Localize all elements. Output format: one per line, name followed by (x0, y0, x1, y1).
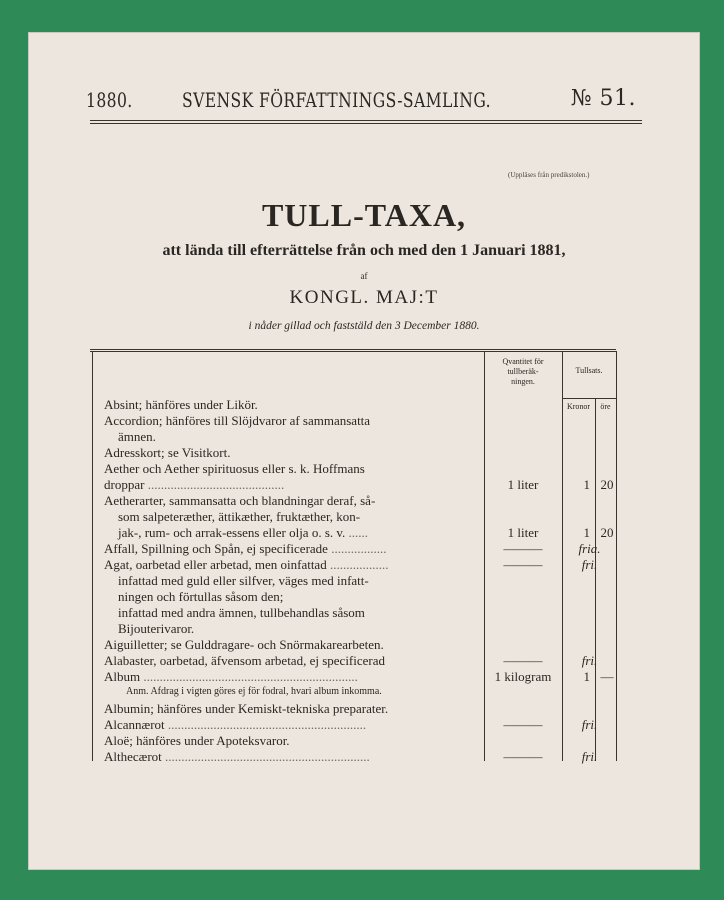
entry-label: infattad med andra ämnen, tullbehandlas såsom (118, 605, 365, 620)
entry-ore: 20 (600, 477, 614, 492)
entry-quantity: 1 kilogram (494, 669, 552, 684)
dot-leader: .......................................... (144, 477, 285, 492)
entry-ore: — (600, 669, 614, 684)
entry-duty: fri. (581, 749, 598, 764)
dot-leader: .................................................................. (140, 669, 358, 684)
dot-leader: ...... (345, 525, 369, 540)
table-left-border (92, 351, 93, 761)
dot-leader: ............................................................. (164, 717, 367, 732)
entry-text (104, 525, 498, 541)
entry-label: Alcannærot (104, 717, 165, 732)
entry-text (104, 701, 484, 717)
entry-text (104, 445, 484, 461)
entry-kronor: 1 (583, 525, 590, 540)
entry-text (104, 605, 498, 621)
entry-label: infattad med guld eller silfver, väges med infatt- (118, 573, 369, 588)
entry-label: Affall, Spillning och Spån, ej specificerade (104, 541, 328, 556)
dot-leader: ............................................................... (161, 749, 370, 764)
entry-quantity: ——— (503, 749, 543, 764)
col-divider-ore (595, 398, 596, 761)
entry-text (104, 749, 484, 765)
entry-text (104, 541, 484, 557)
entry-kronor: 1 (583, 669, 590, 684)
header-year: 1880. (86, 88, 133, 112)
entry-label: Althecærot (104, 749, 162, 764)
col-header-duty: Tullsats. (575, 366, 603, 375)
entry-text (104, 621, 498, 637)
entry-text (104, 429, 498, 445)
entry-text (104, 573, 498, 589)
entry-quantity: ——— (503, 653, 543, 668)
entry-text (104, 509, 498, 525)
entry-label: Aetherarter, sammansatta och blandningar deraf, så- (104, 493, 376, 508)
entry-label: Accordion; hänföres till Slöjdvaror af sammansatta (104, 413, 371, 428)
entry-quantity: ——— (503, 557, 543, 572)
entry-text (104, 684, 506, 700)
subtitle: att lända till efterrättelse från och med den 1 Januari 1881, (162, 242, 566, 259)
entry-text (104, 493, 484, 509)
entry-quantity: ——— (503, 717, 543, 732)
entry-ore: 20 (600, 525, 614, 540)
header-rule-bottom (90, 123, 642, 124)
entry-kronor: 1 (583, 477, 590, 492)
entry-text (104, 589, 498, 605)
entry-label: Anm. Afdrag i vigten göres ej för fodral, hvari album inkomma. (126, 686, 382, 697)
entry-label: Alabaster, oarbetad, äfvensom arbetad, ej specificerad (104, 653, 386, 668)
entry-label: ämnen. (118, 429, 156, 444)
entry-text (104, 397, 484, 413)
dot-leader: .................. (326, 557, 389, 572)
entry-label: Adresskort; se Visitkort. (104, 445, 231, 460)
page-title: TULL-TAXA, (261, 197, 467, 233)
entry-label: Agat, oarbetad eller arbetad, men oinfattad (104, 557, 327, 572)
entry-duty: fri. (581, 557, 598, 572)
entry-label: Aloë; hänföres under Apoteksvaror. (104, 733, 290, 748)
entry-duty: fri. (581, 717, 598, 732)
table-top-rule-2 (90, 351, 616, 352)
entry-text (104, 669, 484, 685)
entry-label: Bijouterivaror. (118, 621, 195, 636)
entry-text (104, 733, 484, 749)
document-page (28, 32, 700, 870)
entry-duty: fria. (578, 541, 601, 556)
col-header-ore: öre (600, 402, 611, 411)
decree-line: i nåder gillad och faststäld den 3 December 1880. (248, 320, 480, 332)
entry-text (104, 637, 484, 653)
by-line: af (360, 271, 368, 281)
col-header-kronor: Kronor (566, 402, 591, 411)
entry-label: Albumin; hänföres under Kemiskt-tekniska preparater. (104, 701, 389, 716)
entry-label: Absint; hänföres under Likör. (104, 397, 258, 412)
entry-label: Aether och Aether spirituosus eller s. k. Hoffmans (104, 461, 365, 476)
running-header (86, 88, 636, 120)
entry-quantity: 1 liter (507, 477, 539, 492)
entry-label: Aiguilletter; se Gulddragare- och Snörmakarearbeten. (104, 637, 384, 652)
entry-label: ningen och förtullas såsom den; (118, 589, 284, 604)
entry-label: Album (104, 669, 141, 684)
entry-label: jak-, rum- och arrak-essens eller olja o. s. v. (118, 525, 346, 540)
entry-quantity: 1 liter (507, 525, 539, 540)
header-number: № 51. (570, 86, 636, 111)
entry-text (104, 557, 484, 573)
col-header-quantity: Qvantitet för tullberäk- ningen. (502, 357, 544, 386)
pulpit-note: (Uppläses från predikstolen.) (508, 171, 590, 179)
entry-duty: fri. (581, 653, 598, 668)
duty-subheader-rule (562, 398, 616, 399)
dot-leader: ................. (327, 541, 387, 556)
table-top-rule (90, 349, 616, 350)
entry-label: som salpeteræther, ättikæther, fruktæther, kon- (118, 509, 361, 524)
entry-text (104, 413, 484, 429)
entry-quantity: ——— (503, 541, 543, 556)
entry-text (104, 653, 484, 669)
entry-label: droppar (104, 477, 145, 492)
entry-text (104, 461, 484, 477)
header-rule-top (90, 120, 642, 121)
entry-text (104, 717, 484, 733)
entry-text (104, 477, 484, 493)
authority: KONGL. MAJ:T (289, 287, 439, 308)
header-collection: SVENSK FÖRFATTNINGS-SAMLING. (182, 88, 491, 112)
